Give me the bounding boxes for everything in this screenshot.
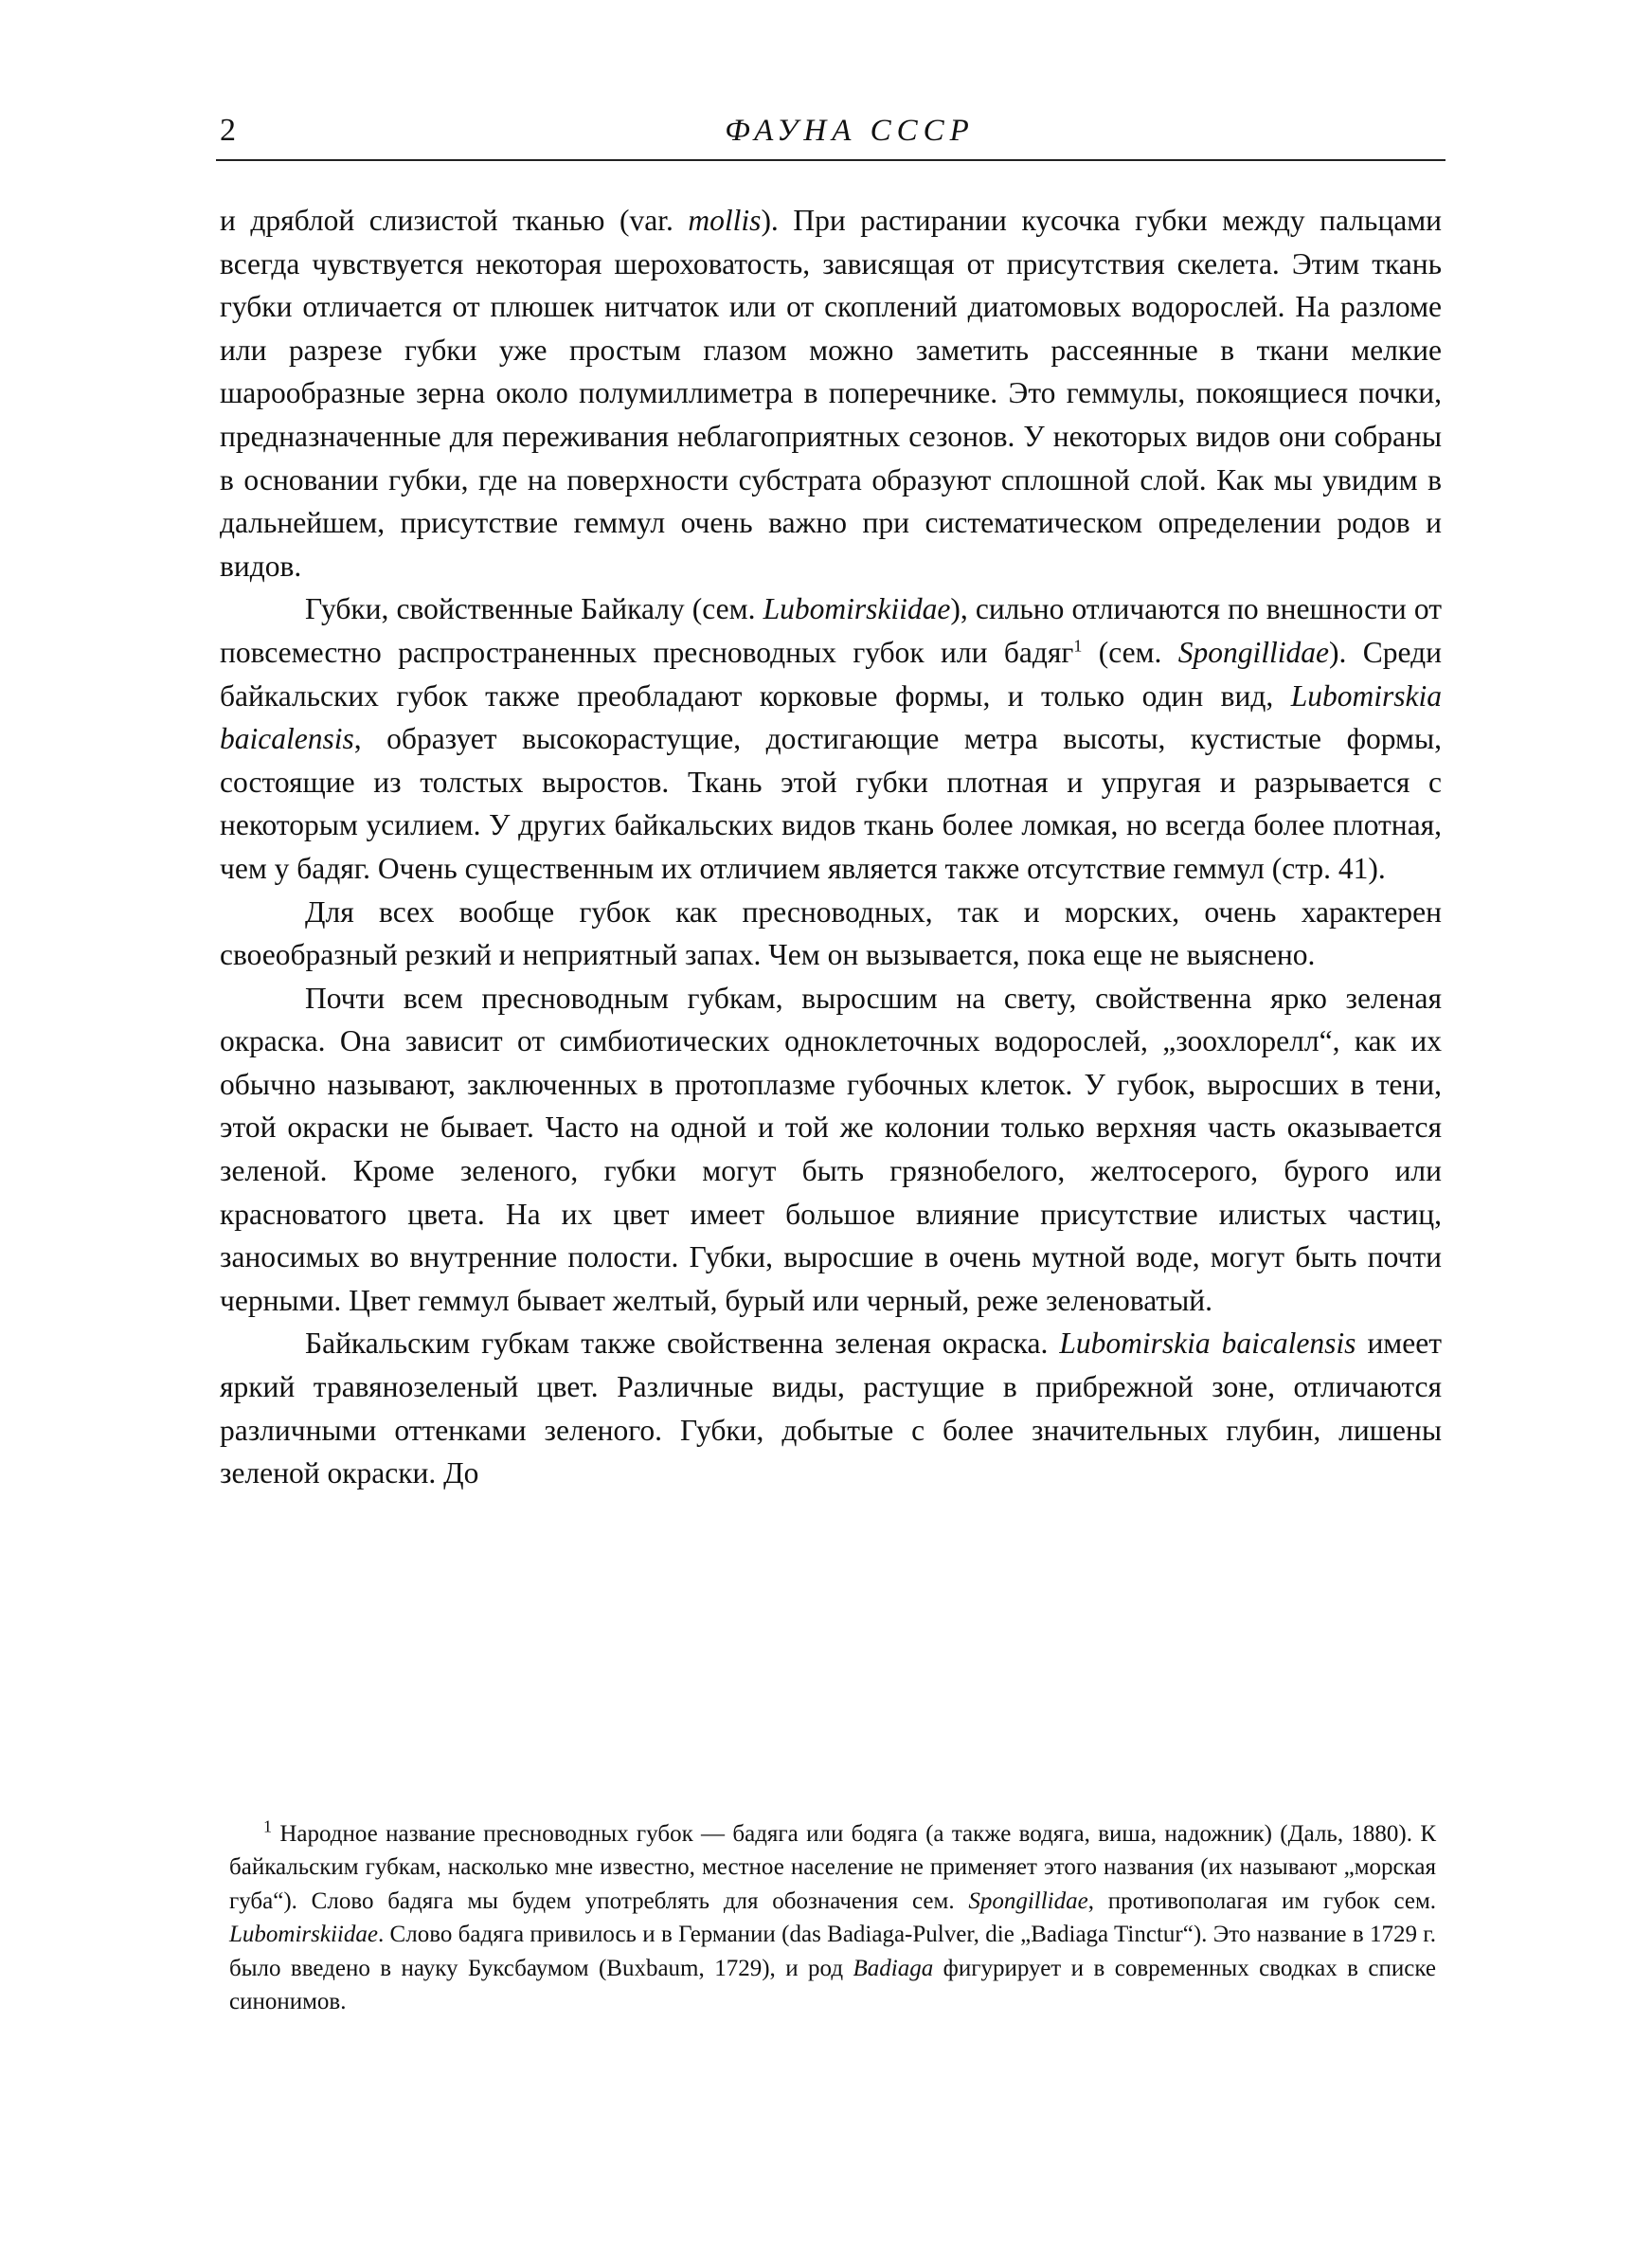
italic-term: Spongillidae xyxy=(968,1887,1088,1914)
footnote-ref: 1 xyxy=(1073,636,1083,656)
text-run: Народное название пресноводных губок — бадяга или бодяга (а также водяга, виша, надожник) (Даль, 1880). К байкальским губкам, насколько мне известно, местное население не применяет этого названия (их называют „морская губа“). Слово бадяга мы будем употреблять для обозначения сем. xyxy=(229,1821,1436,1914)
paragraph xyxy=(220,587,1442,890)
paragraph xyxy=(220,1322,1442,1494)
text-run: , образует высокорастущие, достигающие метра высоты, кустистые формы, состоящие из толстых выростов. Ткань этой губки плотная и упругая и разрывается с некоторым усилием. У других байкальских видов ткань более ломкая, но всегда более плотная, чем у бадяг. Очень существенным их отличием является также отсутствие геммул (стр. 41). xyxy=(220,722,1442,885)
paragraph xyxy=(220,199,1442,587)
running-title: ФАУНА СССР xyxy=(725,114,975,148)
italic-term: Spongillidae xyxy=(1177,635,1330,669)
italic-term: Lubomirskiidae xyxy=(763,592,951,626)
text-run: Для всех вообще губок как пресноводных, так и морских, очень характерен своеобразный резкий и неприятный запах. Чем он вызывается, пока еще не выяснено. xyxy=(220,894,1442,972)
footnotes xyxy=(229,1817,1436,2018)
italic-term: mollis xyxy=(688,204,762,237)
text-run: , противополагая им губок сем. xyxy=(1087,1887,1437,1914)
text-run: (сем. xyxy=(1082,635,1178,669)
footnote xyxy=(229,1817,1436,2018)
text-run: имеет яркий травянозеленый цвет. Различные виды, растущие в прибрежной зоне, отличаются различными оттенками зеленого. Губки, добытые с более значительных глубин, лишены зеленой окраски. До xyxy=(220,1327,1442,1490)
text-run: Почти всем пресноводным губкам, выросшим на свету, свойственна ярко зеленая окраска. Она зависит от симбиотических одноклеточных водорослей, „зоохлорелл“, как их обычно называют, заключенных в протоплазме губочных клеток. У губок, выросших в тени, этой окраски не бывает. Часто на одной и той же колонии только верхняя часть оказывается зеленой. Кроме зеленого, губки могут быть грязнобелого, желтосерого, бурого или красноватого цвета. На их цвет имеет большое влияние присутствие илистых частиц, заносимых во внутренние полости. Губки, выросшие в очень мутной воде, могут быть почти черными. Цвет геммул бывает желтый, бурый или черный, реже зеленоватый. xyxy=(220,981,1442,1317)
italic-term: Lubomirskia baicalensis xyxy=(220,678,1442,756)
italic-term: Badiaga xyxy=(853,1955,934,1981)
italic-term: Lubomirskia baicalensis xyxy=(1059,1327,1356,1361)
text-run: ), сильно отличаются по внешности от повсеместно распространенных пресноводных губок или бадяг xyxy=(220,592,1442,669)
footnote-ref: 1 xyxy=(263,1816,272,1836)
body-text xyxy=(220,199,1442,1495)
paragraph xyxy=(220,977,1442,1323)
text-run: и дряблой слизистой тканью (var. xyxy=(220,204,689,237)
text-run: . Слово бадяга привилось и в Германии (das Badiaga-Pulver, die „Badiaga Tinctur“). Это название в 1729 г. было введено в науку Буксбаумом (Buxbaum, 1729), и род xyxy=(229,1922,1436,1981)
header-rule xyxy=(216,159,1446,161)
text-run: фигурирует и в современных сводках в списке синонимов. xyxy=(229,1955,1436,2015)
italic-term: Lubomirskiidae xyxy=(229,1922,378,1948)
paragraph xyxy=(220,891,1442,977)
text-run: ). Среди байкальских губок также преобладают корковые формы, и только один вид, xyxy=(220,635,1442,713)
text-run: ). При растирании кусочка губки между пальцами всегда чувствуется некоторая шероховатость, зависящая от присутствия скелета. Этим ткань губки отличается от плюшек нитчаток или от скоплений диатомовых водорослей. На разломе или разрезе губки уже простым глазом можно заметить рассеянные в ткани мелкие шарообразные зерна около полумиллиметра в поперечнике. Это геммулы, покоящиеся почки, предназначенные для переживания неблагоприятных сезонов. У некоторых видов они собраны в основании губки, где на поверхности субстрата образуют сплошной слой. Как мы увидим в дальнейшем, присутствие геммул очень важно при систематическом определении родов и видов. xyxy=(220,204,1442,583)
page-number: 2 xyxy=(220,113,236,148)
text-run: Губки, свойственные Байкалу (сем. xyxy=(305,592,763,626)
text-run: Байкальским губкам также свойственна зеленая окраска. xyxy=(305,1327,1060,1361)
